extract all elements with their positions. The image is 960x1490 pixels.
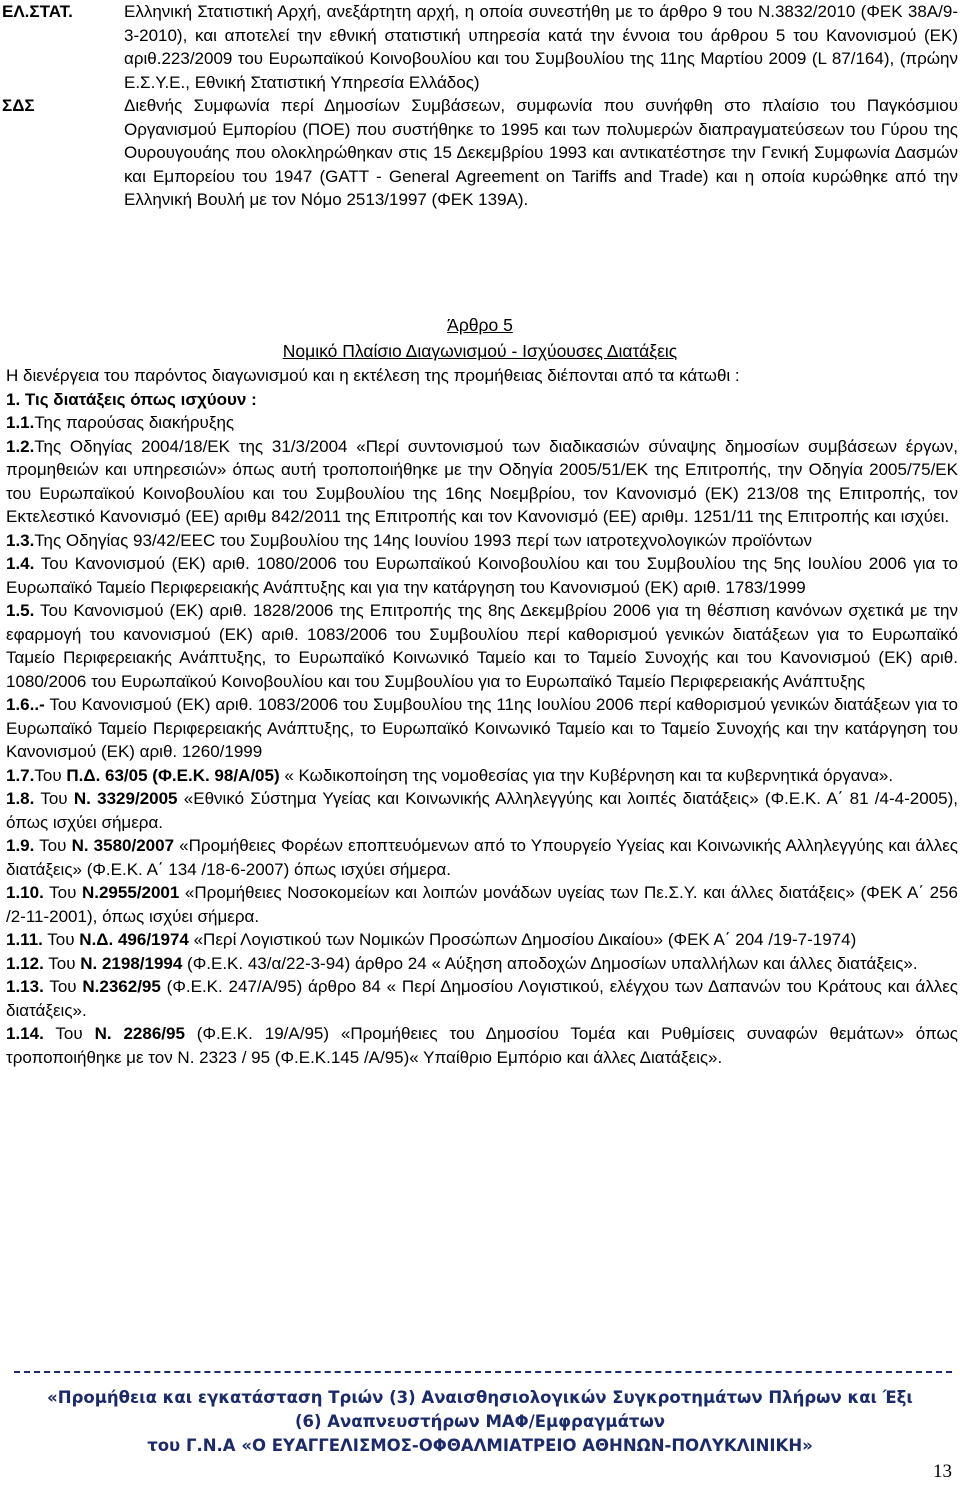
definition-row: [0, 0, 960, 94]
item-number: 1.7.: [6, 765, 35, 785]
law-reference: Ν.Δ. 496/1974: [79, 930, 189, 949]
definition-row: [0, 94, 960, 212]
list-item: [6, 834, 958, 881]
section-heading: 1. Τις διατάξεις όπως ισχύουν :: [6, 389, 257, 409]
list-item: [6, 552, 958, 599]
footer-separator: [14, 1371, 952, 1373]
list-item: [6, 529, 958, 553]
item-text: Της Οδηγίας 93/42/ΕΕC του Συμβουλίου της 14ης Ιουνίου 1993 περί των ιατροτεχνολογικών προϊόντων: [34, 530, 813, 550]
article-body: [6, 364, 958, 1069]
law-reference: Ν. 2198/1994: [80, 953, 183, 973]
article-subtitle: [0, 340, 960, 363]
list-item: [6, 928, 958, 952]
page-number: 13: [933, 1461, 952, 1482]
item-number: 1.6..-: [6, 695, 45, 714]
item-prefix: Του: [34, 789, 74, 808]
item-number: 1.13.: [6, 977, 44, 996]
item-text: (Φ.Ε.Κ. 43/α/22-3-94) άρθρο 24 « Αύξηση αποδοχών Δημοσίων υπαλλήλων και άλλες διατάξεις».: [182, 953, 918, 973]
item-prefix: Του: [43, 883, 82, 902]
item-text: Του Κανονισμού (ΕΚ) αριθ. 1083/2006 του Συμβουλίου της 11ης Ιουλίου 2006 περί καθορισμού γενικών διατάξεων για το Ευρωπαϊκό Ταμείο Περιφερειακής Ανάπτυξης, το Ευρωπαϊκό Κοινωνικό Ταμείο και το Ταμείο Συνοχής και την κατάργηση του Κανονισμού (ΕΚ) αριθ. 1260/1999: [6, 695, 958, 761]
item-text: «Περί Λογιστικού των Νομικών Προσώπων Δημοσίου Δικαίου» (ΦΕΚ Α΄ 204 /19-7-1974): [188, 930, 857, 949]
list-item: [6, 411, 958, 435]
item-text: Του Κανονισμού (ΕΚ) αριθ. 1828/2006 της Επιτροπής της 8ης Δεκεμβρίου 2006 για τη θέσπιση κανόνων σχετικά με την εφαρμογή του κανονισμού (ΕΚ) αριθ. 1083/2006 του Συμβουλίου περί καθορισμού γενικών διατάξεων για το Ευρωπαϊκό Ταμείο Περιφερειακής Ανάπτυξης, το Ευρωπαϊκό Κοινωνικό Ταμείο και το Ταμείο Συνοχής και του Κανονισμού (ΕΚ) αριθ. 1080/2006 του Ευρωπαϊκού Κοινοβουλίου και του Συμβουλίου για το Ευρωπαϊκό Ταμείο Περιφερειακής Ανάπτυξης: [6, 601, 958, 691]
item-text: Της παρούσας διακήρυξης: [34, 413, 235, 432]
footer-line: (6) Αναπνευστήρων ΜΑΦ/Εμφραγμάτων: [294, 1412, 666, 1431]
item-number: 1.1.: [6, 413, 35, 432]
definition-term: ΣΔΣ: [2, 96, 35, 115]
article-title-text: Άρθρο 5: [447, 315, 513, 335]
definition-term: ΕΛ.ΣΤΑΤ.: [2, 2, 73, 21]
law-reference: Ν.2955/2001: [81, 883, 180, 902]
article-subtitle-text: Νομικό Πλαίσιο Διαγωνισμού - Ισχύουσες Διατάξεις: [282, 341, 678, 361]
list-item: [6, 1022, 958, 1069]
item-prefix: Του: [42, 930, 80, 949]
item-text: « Κωδικοποίηση της νομοθεσίας για την Κυβέρνηση και τα κυβερνητικά όργανα».: [279, 765, 894, 785]
list-item: [6, 693, 958, 764]
item-number: 1.5.: [6, 601, 35, 620]
list-item: [6, 599, 958, 693]
item-number: 1.2.: [6, 436, 35, 456]
item-text: (Φ.Ε.Κ. 247/Α/95) άρθρο 84 « Περί Δημοσίου Λογιστικού, ελέγχου των Δαπανών του Κράτους και άλλες διατάξεις».: [6, 977, 958, 1020]
item-text: «Προμήθειες Νοσοκομείων και λοιπών μονάδων υγείας των Πε.Σ.Υ. και άλλες διατάξεις» (ΦΕΚ Α΄ 256 /2-11-2001), όπως ισχύει σήμερα.: [6, 883, 958, 926]
item-text: (Φ.Ε.Κ. 19/Α/95) «Προμήθειες του Δημοσίου Τομέα και Ρυθμίσεις συναφών θεμάτων» όπως τροποποιήθηκε με τον Ν. 2323 / 95 (Φ.Ε.Κ.145 /Α/95)« Υπαίθριο Εμπόριο και άλλες Διατάξεις».: [6, 1024, 958, 1067]
item-number: 1.4.: [6, 554, 35, 573]
item-number: 1.14.: [6, 1024, 44, 1043]
article-title: [0, 314, 960, 337]
list-item: [6, 787, 958, 834]
footer-line: του Γ.Ν.Α «Ο ΕΥΑΓΓΕΛΙΣΜΟΣ-ΟΦΘΑΛΜΙΑΤΡΕΙΟ ΑΘΗΝΩΝ-ΠΟΛΥΚΛΙΝΙΚΗ»: [147, 1436, 813, 1455]
item-number: 1.11.: [6, 930, 43, 949]
item-text: Του Κανονισμού (ΕΚ) αριθ. 1080/2006 του Ευρωπαϊκού Κοινοβουλίου και του Συμβουλίου της 5ης Ιουλίου 2006 για το Ευρωπαϊκό Ταμείο Περιφερειακής Ανάπτυξης και για την κατάργηση του Κανονισμού (ΕΚ) αριθ. 1783/1999: [6, 554, 958, 597]
item-number: 1.8.: [6, 789, 35, 808]
law-reference: Ν. 3329/2005: [73, 789, 178, 808]
item-number: 1.9.: [6, 836, 35, 855]
definitions-list: [0, 0, 960, 212]
item-text: Της Οδηγίας 2004/18/ΕΚ της 31/3/2004 «Περί συντονισμού των διαδικασιών σύναψης δημοσίων συμβάσεων έργων, προμηθειών και υπηρεσιών» όπως αυτή τροποποιήθηκε με την Οδηγία 2005/51/ΕΚ της Επιτροπής, την Οδηγία 2005/75/ΕΚ του Ευρωπαϊκού Κοινοβουλίου και του Συμβουλίου της 16ης Νοεμβρίου, τον Κανονισμό (ΕΚ) 213/08 της Επιτροπής, τον Εκτελεστικό Κανονισμό (ΕΕ) αριθμ 842/2011 της Επιτροπής και τον Κανονισμό (ΕΕ) αριθμ. 1251/11 της Επιτροπής και ισχύει.: [6, 436, 958, 526]
list-item: [6, 975, 958, 1022]
item-prefix: Του: [43, 1024, 95, 1043]
law-reference: Ν.2362/95: [82, 977, 161, 996]
item-prefix: Του: [34, 765, 67, 785]
item-prefix: Του: [34, 836, 72, 855]
definition-text: Διεθνής Συμφωνία περί Δημοσίων Συμβάσεων, συμφωνία που συνήφθη στο πλαίσιο του Παγκόσμιου Οργανισμού Εμπορίου (ΠΟΕ) που συστήθηκε το 1995 και των πολυμερών διαπραγματεύσεων του Γύρου της Ουρουγουάης που ολοκληρώθηκαν στις 15 Δεκεμβρίου 1993 και αντικατέστησε την Γενική Συμφωνία Δασμών και Εμπορείου του 1947 (GATT - General Agreement on Tariffs and Trade) και η οποία κυρώθηκε από την Ελληνική Βουλή με τον Νόμο 2513/1997 (ΦΕΚ 139Α).: [124, 96, 958, 209]
list-item: [6, 764, 958, 788]
item-number: 1.10.: [6, 883, 44, 902]
item-prefix: Του: [43, 977, 83, 996]
item-number: 1.3.: [6, 530, 35, 550]
definition-text: Ελληνική Στατιστική Αρχή, ανεξάρτητη αρχή, η οποία συνεστήθη με το άρθρο 9 του Ν.3832/2010 (ΦΕΚ 38Α/9-3-2010), και αποτελεί την εθνική στατιστική υπηρεσία κατά την έννοια του άρθρου 5 του Κανονισμού (ΕΚ) αριθ.223/2009 του Ευρωπαϊκού Κοινοβουλίου και του Συμβουλίου της 11ης Μαρτίου 2009 (L 87/164), (πρώην Ε.Σ.Υ.Ε., Εθνική Στατιστική Υπηρεσία Ελλάδος): [124, 2, 958, 92]
law-reference: Π.Δ. 63/05 (Φ.Ε.Κ. 98/Α/05): [66, 765, 280, 785]
item-prefix: Του: [43, 953, 81, 973]
article-intro: Η διενέργεια του παρόντος διαγωνισμού και η εκτέλεση της προμήθειας διέπονται από τα κάτωθι :: [6, 366, 740, 385]
footer-line: «Προμήθεια και εγκατάσταση Τριών (3) Αναισθησιολογικών Συγκροτημάτων Πλήρων και Έξι: [47, 1388, 913, 1407]
list-item: [6, 881, 958, 928]
item-number: 1.12.: [6, 953, 44, 973]
item-text: «Προμήθειες Φορέων εποπτευόμενων από το Υπουργείο Υγείας και Κοινωνικής Αλληλεγγύης και άλλες διατάξεις» (Φ.Ε.Κ. Α΄ 134 /18-6-2007) όπως ισχύει σήμερα.: [6, 836, 958, 879]
footer-title: [0, 1386, 960, 1458]
list-item: [6, 952, 958, 976]
list-item: [6, 435, 958, 529]
item-text: «Εθνικό Σύστημα Υγείας και Κοινωνικής Αλληλεγγύης και λοιπές διατάξεις» (Φ.Ε.Κ. Α΄ 81 /4-4-2005), όπως ισχύει σήμερα.: [6, 789, 958, 832]
law-reference: Ν. 2286/95: [94, 1024, 185, 1043]
law-reference: Ν. 3580/2007: [71, 836, 175, 855]
